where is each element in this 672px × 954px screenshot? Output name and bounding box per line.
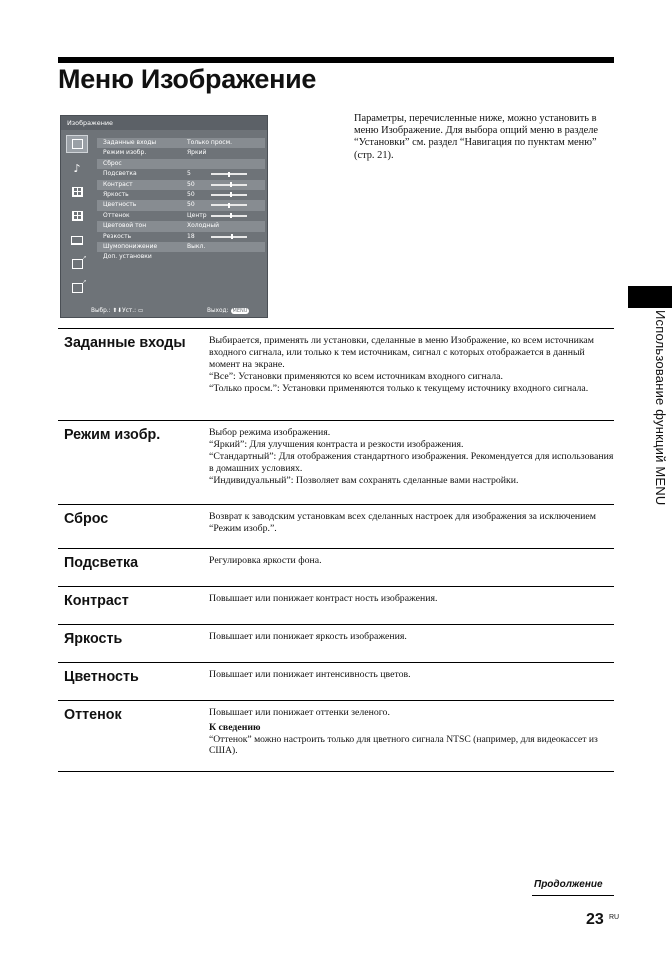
tv-menu-row [97, 200, 265, 210]
tv-menu-row-label: Подсветка [103, 170, 137, 178]
tv-menu-row [97, 180, 265, 190]
settings-description [209, 587, 614, 605]
tv-footer-exit-hint: Выход: MENU [207, 308, 248, 314]
description-line: Повышает или понижает интенсивность цветов. [209, 669, 411, 680]
tv-menu-row-value: Только просм. [187, 139, 233, 146]
description-line: Повышает или понижает оттенки зеленого. [209, 707, 390, 718]
tv-menu-row-label: Сброс [103, 159, 122, 167]
description-line: Повышает или понижает яркость изображения. [209, 631, 407, 642]
tv-menu-row-label: Цветность [103, 201, 137, 209]
note-title: К сведению [209, 721, 261, 733]
pc-settings-icon: ↗ [66, 255, 88, 273]
description-line: Выбирается, применять ли установки, сделанные в меню Изображение, ко всем источникам входного сигнала, или только к тем источникам, сигнал с которых отображается в данный момент на экране. [209, 335, 594, 370]
tv-menu-row-label: Доп. установки [103, 253, 152, 261]
tv-menu-row [97, 159, 265, 169]
tv-menu-slider [211, 184, 247, 186]
tv-menu-row-value: 50 [187, 190, 195, 198]
tv-menu-slider-knob [228, 203, 230, 208]
tv-menu-row-value: 50 [187, 201, 195, 209]
description-line: Повышает или понижает контраст ность изображения. [209, 593, 438, 604]
pc-icon: ↗ [66, 279, 88, 297]
description-line: “Яркий”: Для улучшения контраста и резкости изображения. [209, 438, 464, 450]
continued-label: Продолжение [534, 879, 603, 890]
music-note-icon: ♪ [73, 161, 81, 175]
settings-table [58, 328, 614, 772]
page-language-code: RU [609, 914, 620, 921]
page-title: Меню Изображение [58, 64, 317, 94]
list-icon [66, 207, 88, 225]
tv-menu-row-label: Контраст [103, 180, 133, 188]
tv-menu-row-label: Резкость [103, 232, 132, 240]
settings-description [209, 549, 614, 567]
settings-term: Яркость [64, 631, 123, 647]
tv-menu-list [97, 138, 265, 263]
settings-row [58, 548, 614, 586]
tv-menu-row-value: Выкл. [187, 242, 206, 250]
tv-menu-slider-knob [230, 182, 232, 187]
tv-menu-row [97, 138, 265, 148]
page-number: 23 [586, 911, 604, 928]
settings-term: Подсветка [64, 555, 139, 571]
tv-menu-slider-knob [230, 213, 232, 218]
description-line: “Только просм.”: Установки применяются только к текущему источнику входного сигнала. [209, 382, 589, 394]
section-tab-marker [628, 286, 672, 308]
monitor-icon [66, 231, 88, 249]
tv-menu-row-label: Режим изобр. [103, 149, 147, 157]
tv-menu-slider-knob [231, 234, 233, 239]
settings-row [58, 504, 614, 548]
intro-text: Параметры, перечисленные ниже, можно установить в меню Изображение. Для выбора опций меню в разделе “Установки” см. раздел “Навигация по пунктам меню” (стр. 21). [354, 113, 599, 161]
description-line: “Все”: Установки применяются ко всем источникам входного сигнала. [209, 370, 503, 382]
settings-term: Контраст [64, 593, 129, 609]
description-line: “Индивидуальный”: Позволяет вам сохранять сделанные вами настройки. [209, 474, 519, 486]
tv-menu-row-label: Яркость [103, 190, 129, 198]
tv-menu-slider-knob [228, 172, 230, 177]
tv-menu-slider [211, 204, 247, 206]
tv-menu-footer [61, 305, 267, 317]
tv-menu-row-value: Яркий [187, 149, 207, 157]
tv-menu-row [97, 169, 265, 179]
tv-menu-row [97, 221, 265, 231]
settings-description [209, 663, 614, 681]
settings-description [209, 421, 614, 487]
settings-description [209, 625, 614, 643]
grid-icon [66, 183, 88, 201]
settings-description [209, 329, 614, 395]
tv-menu-row-label: Оттенок [103, 211, 130, 219]
tv-menu-row [97, 242, 265, 252]
tv-footer-select-hint: Выбр.: ⬆⬇Уст.: ▭ [91, 308, 144, 314]
tv-menu-row-value: Холодный [187, 222, 219, 230]
tv-menu-slider [211, 194, 247, 196]
description-line: Регулировка яркости фона. [209, 555, 322, 566]
settings-term: Сброс [64, 511, 109, 527]
description-line: “Стандартный”: Для отображения стандартного изображения. Рекомендуется для использования в домашних условиях. [209, 450, 614, 474]
top-rule [58, 57, 614, 63]
tv-menu-row [97, 252, 265, 262]
note-text: “Оттенок” можно настроить только для цветного сигнала NTSC (например, для видеокассет из США). [209, 733, 598, 757]
settings-row [58, 700, 614, 772]
tv-menu-row [97, 148, 265, 158]
tv-menu-screenshot [60, 115, 268, 318]
tv-menu-row [97, 232, 265, 242]
settings-row [58, 624, 614, 662]
settings-term: Оттенок [64, 707, 122, 723]
continued-rule [532, 895, 614, 896]
settings-term: Режим изобр. [64, 427, 161, 443]
settings-description [209, 701, 614, 757]
tv-menu-row-value: Центр [187, 211, 207, 219]
tv-menu-slider [211, 215, 247, 217]
tv-menu-slider-knob [230, 192, 232, 197]
tv-menu-row [97, 190, 265, 200]
section-side-label: Использование функций MENU [653, 310, 668, 506]
settings-row [58, 328, 614, 420]
settings-row [58, 586, 614, 624]
tv-menu-row [97, 211, 265, 221]
tv-menu-slider [211, 173, 247, 175]
tv-menu-row-label: Цветовой тон [103, 222, 147, 230]
tv-menu-slider [211, 236, 247, 238]
settings-row [58, 662, 614, 700]
settings-row [58, 420, 614, 504]
settings-description [209, 505, 614, 535]
tv-menu-row-value: 50 [187, 180, 195, 188]
tv-menu-row-label: Шумопонижение [103, 242, 158, 250]
settings-term: Цветность [64, 669, 139, 685]
tv-menu-row-label: Заданные входы [103, 139, 157, 146]
description-line: Возврат к заводским установкам всех сделанных настроек для изображения за исключением “Режим изобр.”. [209, 511, 596, 534]
tv-menu-row-value: 5 [187, 170, 191, 178]
tv-menu-header: Изображение [61, 116, 267, 130]
tv-menu-row-value: 18 [187, 232, 195, 240]
description-line: Выбор режима изображения. [209, 427, 331, 438]
picture-icon [66, 135, 88, 153]
tv-menu-icon-column [63, 131, 91, 301]
settings-term: Заданные входы [64, 335, 186, 351]
menu-button-icon: MENU [232, 308, 248, 314]
